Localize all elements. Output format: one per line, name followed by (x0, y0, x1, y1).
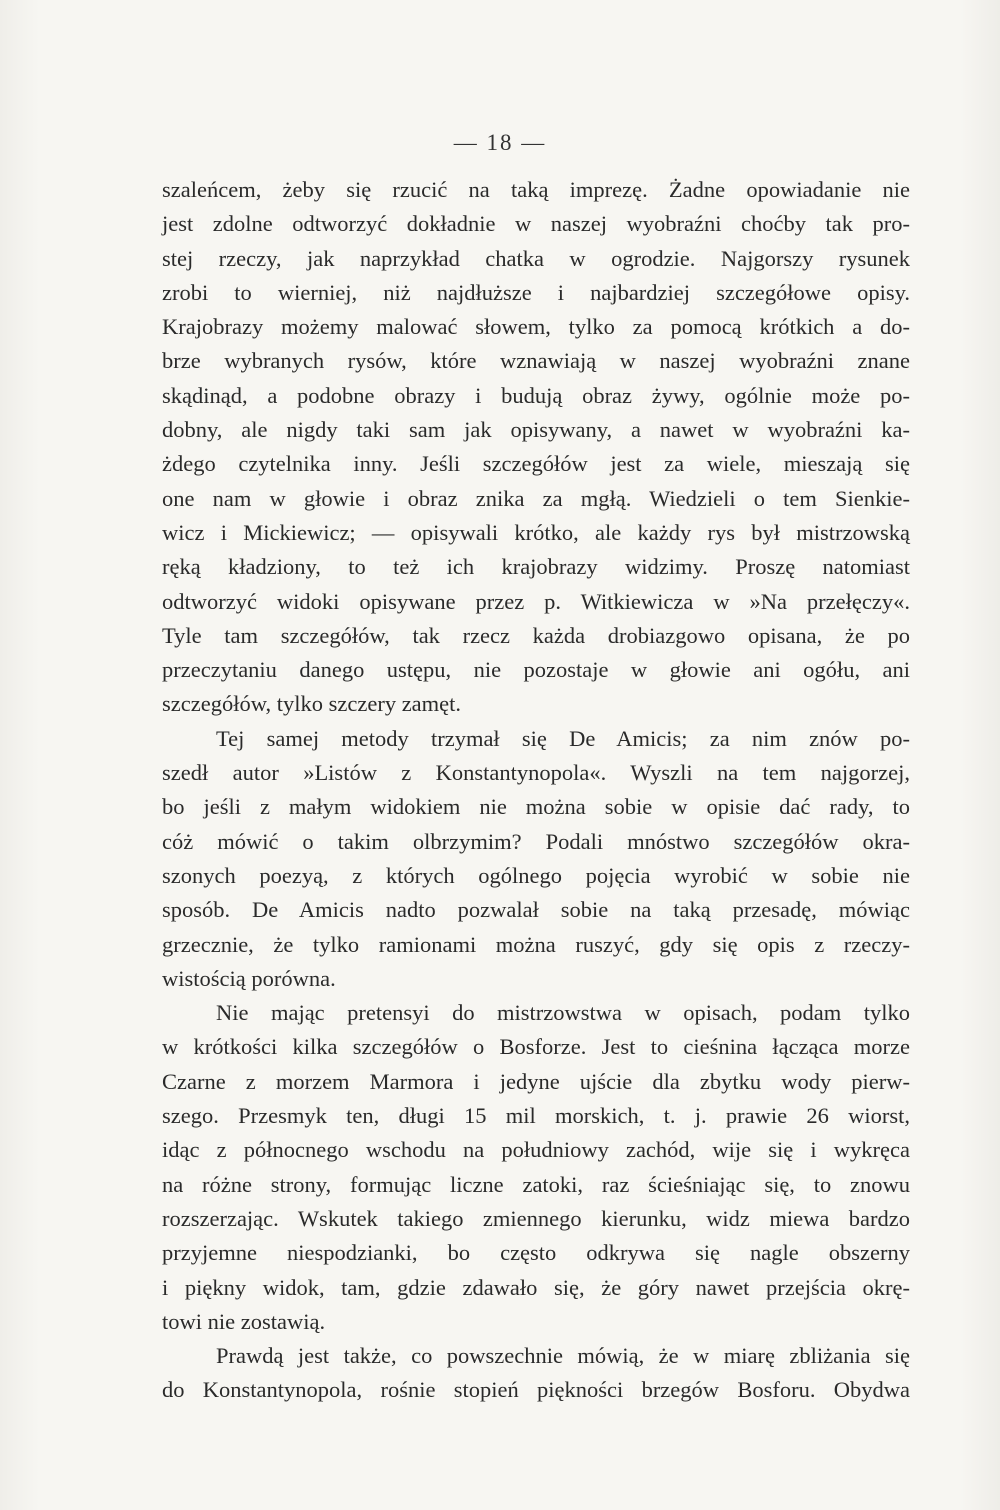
text-line: wistością porówna. (162, 965, 336, 991)
text-line: szedł autor »Listów z Konstantynopola«. Wyszli na tem najgorzej, (162, 760, 910, 786)
text-line: odtworzyć widoki opisywane przez p. Witkiewicza w »Na przełęczy«. (162, 588, 910, 614)
text-line: szego. Przesmyk ten, długi 15 mil morskich, t. j. prawie 26 wiorst, (162, 1103, 910, 1129)
text-line: Prawdą jest także, co powszechnie mówią, że w miarę zbliżania się (216, 1343, 910, 1369)
text-line: idąc z północnego wschodu na południowy zachód, wije się i wykręca (162, 1137, 910, 1163)
text-line: stej rzeczy, jak naprzykład chatka w ogrodzie. Najgorszy rysunek (162, 245, 910, 271)
text-line: bo jeśli z małym widokiem nie można sobie w opisie dać rady, to (162, 794, 910, 820)
text-line: zrobi to wierniej, niż najdłuższe i najbardziej szczegółowe opisy. (162, 279, 910, 305)
text-line: w krótkości kilka szczegółów o Bosforze. Jest to cieśnina łącząca morze (162, 1034, 910, 1060)
text-line: szaleńcem, żeby się rzucić na taką imprezę. Żadne opowiadanie nie (162, 177, 910, 202)
text-line: dobny, ale nigdy taki sam jak opisywany, a nawet w wyobraźni ka- (162, 417, 910, 443)
text-line: przeczytaniu danego ustępu, nie pozostaje w głowie ani ogółu, ani (162, 657, 910, 683)
text-line: brze wybranych rysów, które wznawiają w naszej wyobraźni znane (162, 348, 910, 374)
text-line: Krajobrazy możemy malować słowem, tylko za pomocą krótkich a do- (162, 314, 910, 340)
body-text (162, 173, 910, 1408)
text-line: ręką kładziony, to też ich krajobrazy widzimy. Proszę natomiast (162, 554, 910, 580)
text-line: szonych poezyą, z których ogólnego pojęcia wyrobić w sobie nie (162, 862, 910, 888)
text-line: szczegółów, tylko szczery zamęt. (162, 691, 462, 717)
text-line: przyjemne niespodzianki, bo często odkrywa się nagle obszerny (162, 1240, 910, 1266)
text-line: jest zdolne odtworzyć dokładnie w naszej wyobraźni choćby tak pro- (162, 211, 910, 237)
page-number: — 18 — (453, 130, 547, 155)
text-line: Nie mając pretensyi do mistrzowstwa w opisach, podam tylko (216, 1000, 910, 1026)
text-line: one nam w głowie i obraz znika za mgłą. Wiedzieli o tem Sienkie- (162, 485, 910, 511)
text-line: towi nie zostawią. (162, 1308, 326, 1334)
text-line: cóż mówić o takim olbrzymim? Podali mnóstwo szczegółów okra- (162, 828, 910, 854)
text-line: skądinąd, a podobne obrazy i budują obraz żywy, ogólnie może po- (162, 382, 910, 408)
text-line: i piękny widok, tam, gdzie zdawało się, że góry nawet przejścia okrę- (162, 1274, 910, 1300)
text-line: sposób. De Amicis nadto pozwalał sobie na taką przesadę, mówiąc (162, 897, 910, 923)
text-line: żdego czytelnika inny. Jeśli szczegółów jest za wiele, mieszają się (162, 451, 910, 477)
text-line: Czarne z morzem Marmora i jedyne ujście dla zbytku wody pierw- (162, 1068, 910, 1094)
text-line: Tej samej metody trzymał się De Amicis; za nim znów po- (216, 725, 910, 751)
text-line: do Konstantynopola, rośnie stopień piękności brzegów Bosforu. Obydwa (162, 1377, 910, 1403)
text-line: rozszerzając. Wskutek takiego zmiennego kierunku, widz miewa bardzo (162, 1205, 910, 1231)
text-line: na różne strony, formując liczne zatoki, raz ścieśniając się, to znowu (162, 1171, 910, 1197)
text-line: Tyle tam szczegółów, tak rzecz każda drobiazgowo opisana, że po (162, 622, 910, 648)
text-line: grzecznie, że tylko ramionami można ruszyć, gdy się opis z rzeczy- (162, 931, 910, 957)
text-line: wicz i Mickiewicz; — opisywali krótko, ale każdy rys był mistrzowską (162, 519, 910, 545)
